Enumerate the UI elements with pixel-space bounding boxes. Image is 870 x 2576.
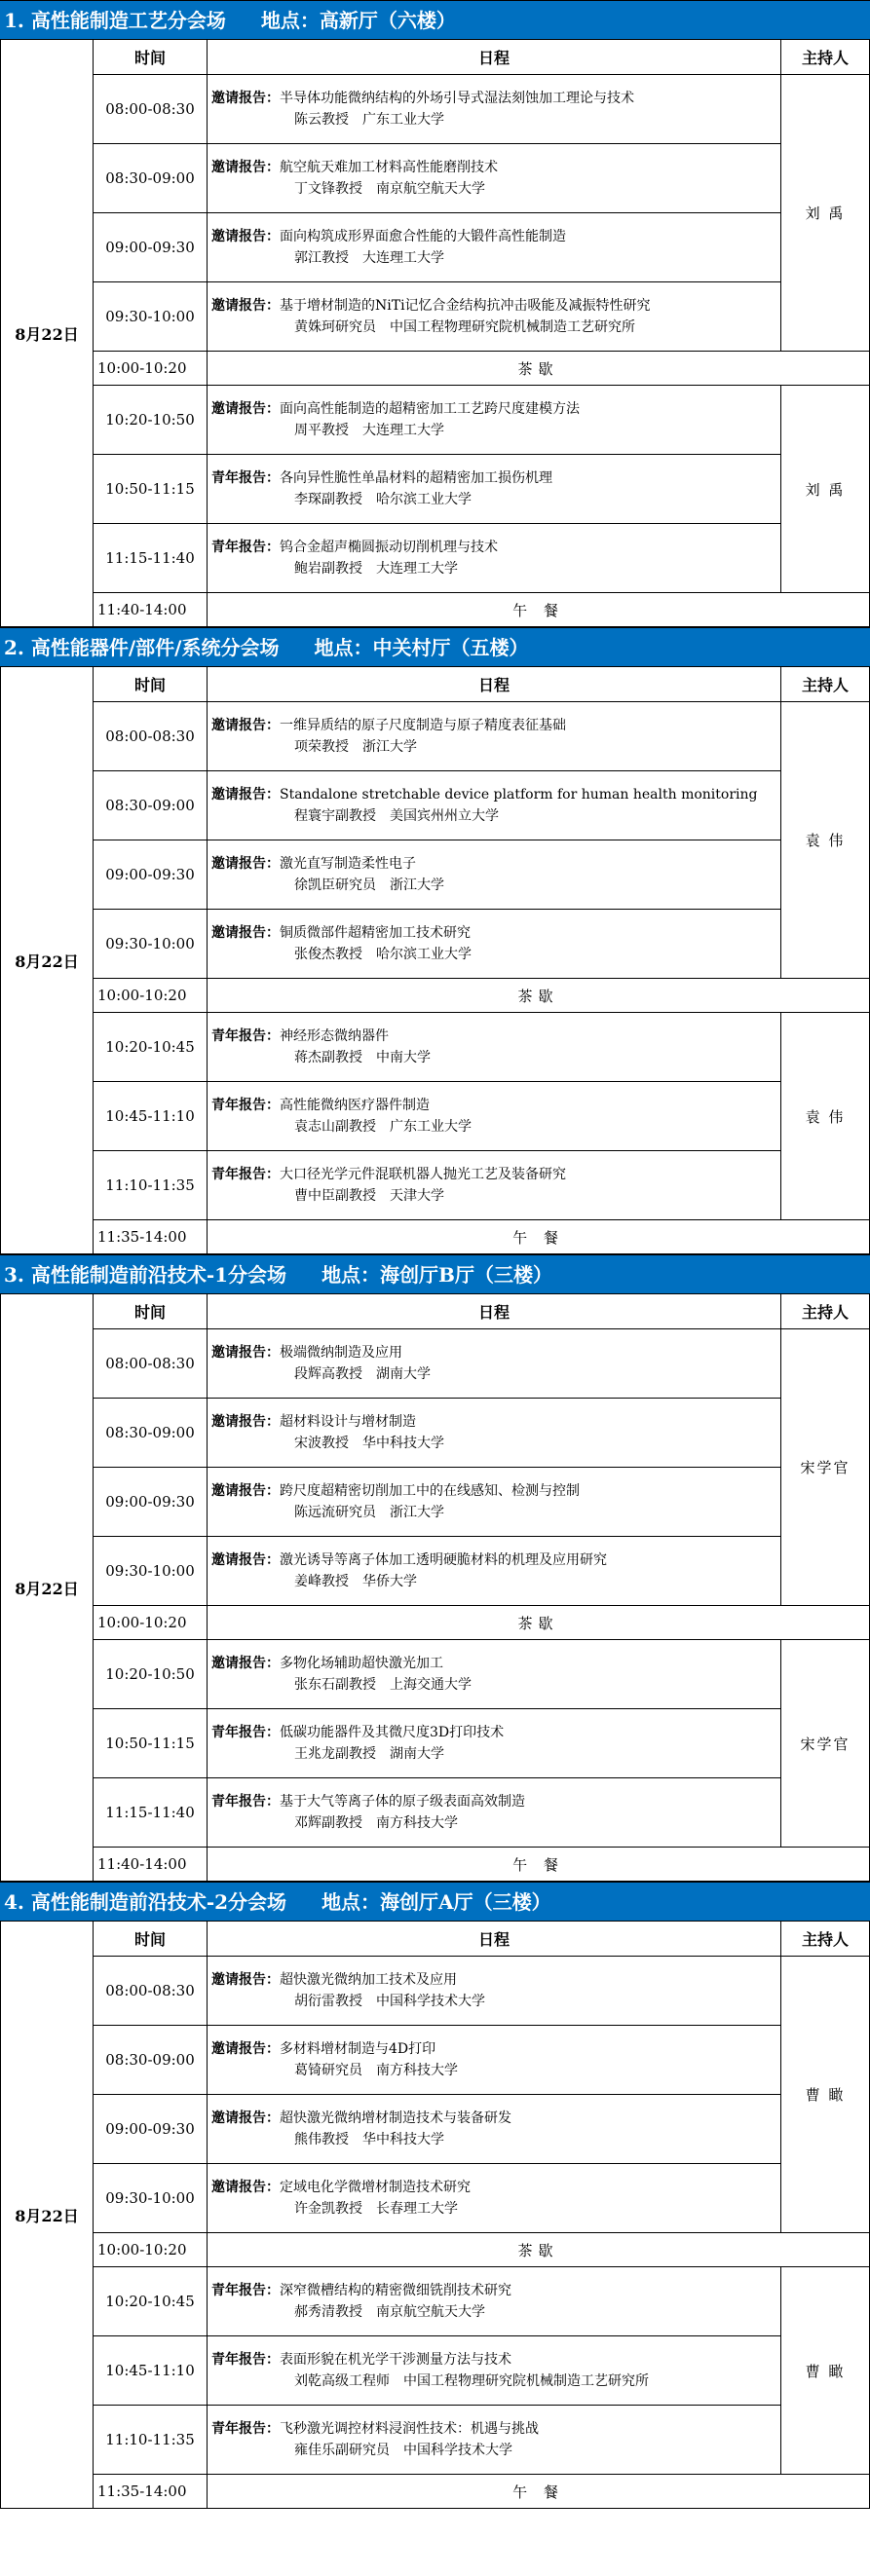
host-cell: 曹 瞰 [781,1957,870,2233]
time-cell: 08:00-08:30 [94,1957,208,2026]
talk-cell: 邀请报告：一维异质结的原子尺度制造与原子精度表征基础 项荣教授 浙江大学 [208,702,781,771]
date-cell: 8月22日 [1,1294,94,1882]
session-title-bar: 1. 高性能制造工艺分会场 地点：高新厅（六楼） [0,0,870,39]
time-cell: 09:00-09:30 [94,840,208,910]
session-title-bar: 3. 高性能制造前沿技术-1分会场 地点：海创厅B厅（三楼） [0,1254,870,1293]
time-cell: 10:00-10:20 [94,352,208,386]
talk-cell: 邀请报告：多材料增材制造与4D打印 葛锜研究员 南方科技大学 [208,2026,781,2095]
time-cell: 11:35-14:00 [94,2475,208,2509]
time-cell: 11:10-11:35 [94,2406,208,2475]
break-cell: 午 餐 [208,1220,870,1254]
time-cell: 08:30-09:00 [94,2026,208,2095]
header-program: 日程 [208,40,781,75]
time-cell: 09:30-10:00 [94,1537,208,1606]
host-cell: 曹 瞰 [781,2267,870,2475]
time-cell: 08:30-09:00 [94,1399,208,1468]
time-cell: 10:50-11:15 [94,1709,208,1778]
time-cell: 09:00-09:30 [94,1468,208,1537]
host-cell: 袁 伟 [781,702,870,979]
break-cell: 午 餐 [208,1848,870,1882]
talk-cell: 邀请报告：面向构筑成形界面愈合性能的大锻件高性能制造 郭江教授 大连理工大学 [208,213,781,282]
time-cell: 11:15-11:40 [94,524,208,593]
time-cell: 08:30-09:00 [94,144,208,213]
talk-cell: 青年报告：各向异性脆性单晶材料的超精密加工损伤机理 李琛副教授 哈尔滨工业大学 [208,455,781,524]
talk-cell: 邀请报告：激光直写制造柔性电子 徐凯臣研究员 浙江大学 [208,840,781,910]
header-time: 时间 [94,40,208,75]
time-cell: 11:40-14:00 [94,1848,208,1882]
session-table [0,1293,870,1882]
session-table [0,39,870,627]
talk-cell: 邀请报告：Standalone stretchable device platform for human health monitoring 程寰宇副教授 美国宾州州立大学 [208,771,781,840]
header-program: 日程 [208,667,781,702]
time-cell: 10:00-10:20 [94,2233,208,2267]
talk-cell: 邀请报告：超材料设计与增材制造 宋波教授 华中科技大学 [208,1399,781,1468]
break-cell: 茶歇 [208,2233,870,2267]
talk-cell: 邀请报告：航空航天难加工材料高性能磨削技术 丁文锋教授 南京航空航天大学 [208,144,781,213]
time-cell: 10:20-10:50 [94,1640,208,1709]
talk-cell: 邀请报告：铜质微部件超精密加工技术研究 张俊杰教授 哈尔滨工业大学 [208,910,781,979]
session-4 [0,1882,870,2509]
time-cell: 10:00-10:20 [94,1606,208,1640]
time-cell: 09:00-09:30 [94,2095,208,2164]
time-cell: 09:00-09:30 [94,213,208,282]
break-cell: 茶歇 [208,979,870,1013]
talk-cell: 青年报告：飞秒激光调控材料浸润性技术：机遇与挑战 雍佳乐副研究员 中国科学技术大学 [208,2406,781,2475]
talk-cell: 邀请报告：多物化场辅助超快激光加工 张东石副教授 上海交通大学 [208,1640,781,1709]
host-cell: 宋学官 [781,1640,870,1848]
header-program: 日程 [208,1294,781,1329]
host-cell: 袁 伟 [781,1013,870,1220]
talk-cell: 青年报告：基于大气等离子体的原子级表面高效制造 邓辉副教授 南方科技大学 [208,1778,781,1848]
talk-cell: 邀请报告：定域电化学微增材制造技术研究 许金凯教授 长春理工大学 [208,2164,781,2233]
time-cell: 10:20-10:45 [94,2267,208,2336]
talk-cell: 邀请报告：跨尺度超精密切削加工中的在线感知、检测与控制 陈远流研究员 浙江大学 [208,1468,781,1537]
time-cell: 10:20-10:50 [94,386,208,455]
header-host: 主持人 [781,40,870,75]
time-cell: 09:30-10:00 [94,282,208,352]
talk-cell: 邀请报告：超快激光微纳加工技术及应用 胡衍雷教授 中国科学技术大学 [208,1957,781,2026]
time-cell: 08:30-09:00 [94,771,208,840]
time-cell: 11:40-14:00 [94,593,208,627]
talk-cell: 青年报告：深窄微槽结构的精密微细铣削技术研究 郝秀清教授 南京航空航天大学 [208,2267,781,2336]
session-title-bar: 4. 高性能制造前沿技术-2分会场 地点：海创厅A厅（三楼） [0,1882,870,1921]
session-3 [0,1254,870,1882]
break-cell: 午 餐 [208,2475,870,2509]
time-cell: 09:30-10:00 [94,2164,208,2233]
date-cell: 8月22日 [1,40,94,627]
break-cell: 午 餐 [208,593,870,627]
time-cell: 11:10-11:35 [94,1151,208,1220]
time-cell: 08:00-08:30 [94,702,208,771]
header-host: 主持人 [781,1922,870,1957]
time-cell: 10:50-11:15 [94,455,208,524]
talk-cell: 青年报告：神经形态微纳器件 蒋杰副教授 中南大学 [208,1013,781,1082]
talk-cell: 邀请报告：半导体功能微纳结构的外场引导式湿法刻蚀加工理论与技术 陈云教授 广东工业大学 [208,75,781,144]
session-2 [0,627,870,1254]
time-cell: 11:15-11:40 [94,1778,208,1848]
time-cell: 11:35-14:00 [94,1220,208,1254]
time-cell: 09:30-10:00 [94,910,208,979]
session-title-bar: 2. 高性能器件/部件/系统分会场 地点：中关村厅（五楼） [0,627,870,666]
talk-cell: 邀请报告：基于增材制造的NiTi记忆合金结构抗冲击吸能及减振特性研究 黄姝珂研究员 中国工程物理研究院机械制造工艺研究所 [208,282,781,352]
time-cell: 10:45-11:10 [94,1082,208,1151]
talk-cell: 邀请报告：极端微纳制造及应用 段辉高教授 湖南大学 [208,1329,781,1399]
talk-cell: 青年报告：低碳功能器件及其微尺度3D打印技术 王兆龙副教授 湖南大学 [208,1709,781,1778]
talk-cell: 青年报告：表面形貌在机光学干涉测量方法与技术 刘乾高级工程师 中国工程物理研究院机械制造工艺研究所 [208,2336,781,2406]
talk-cell: 青年报告：钨合金超声椭圆振动切削机理与技术 鲍岩副教授 大连理工大学 [208,524,781,593]
header-time: 时间 [94,1294,208,1329]
session-table [0,666,870,1254]
date-cell: 8月22日 [1,667,94,1254]
talk-cell: 邀请报告：激光诱导等离子体加工透明硬脆材料的机理及应用研究 姜峰教授 华侨大学 [208,1537,781,1606]
time-cell: 08:00-08:30 [94,75,208,144]
time-cell: 10:00-10:20 [94,979,208,1013]
host-cell: 宋学官 [781,1329,870,1606]
talk-cell: 邀请报告：面向高性能制造的超精密加工工艺跨尺度建模方法 周平教授 大连理工大学 [208,386,781,455]
header-time: 时间 [94,1922,208,1957]
date-cell: 8月22日 [1,1922,94,2509]
header-host: 主持人 [781,667,870,702]
break-cell: 茶歇 [208,1606,870,1640]
time-cell: 10:20-10:45 [94,1013,208,1082]
header-time: 时间 [94,667,208,702]
talk-cell: 青年报告：大口径光学元件混联机器人抛光工艺及装备研究 曹中臣副教授 天津大学 [208,1151,781,1220]
session-1 [0,0,870,627]
header-host: 主持人 [781,1294,870,1329]
time-cell: 08:00-08:30 [94,1329,208,1399]
session-table [0,1921,870,2509]
host-cell: 刘 禹 [781,386,870,593]
break-cell: 茶歇 [208,352,870,386]
talk-cell: 青年报告：高性能微纳医疗器件制造 袁志山副教授 广东工业大学 [208,1082,781,1151]
talk-cell: 邀请报告：超快激光微纳增材制造技术与装备研发 熊伟教授 华中科技大学 [208,2095,781,2164]
host-cell: 刘 禹 [781,75,870,352]
header-program: 日程 [208,1922,781,1957]
time-cell: 10:45-11:10 [94,2336,208,2406]
